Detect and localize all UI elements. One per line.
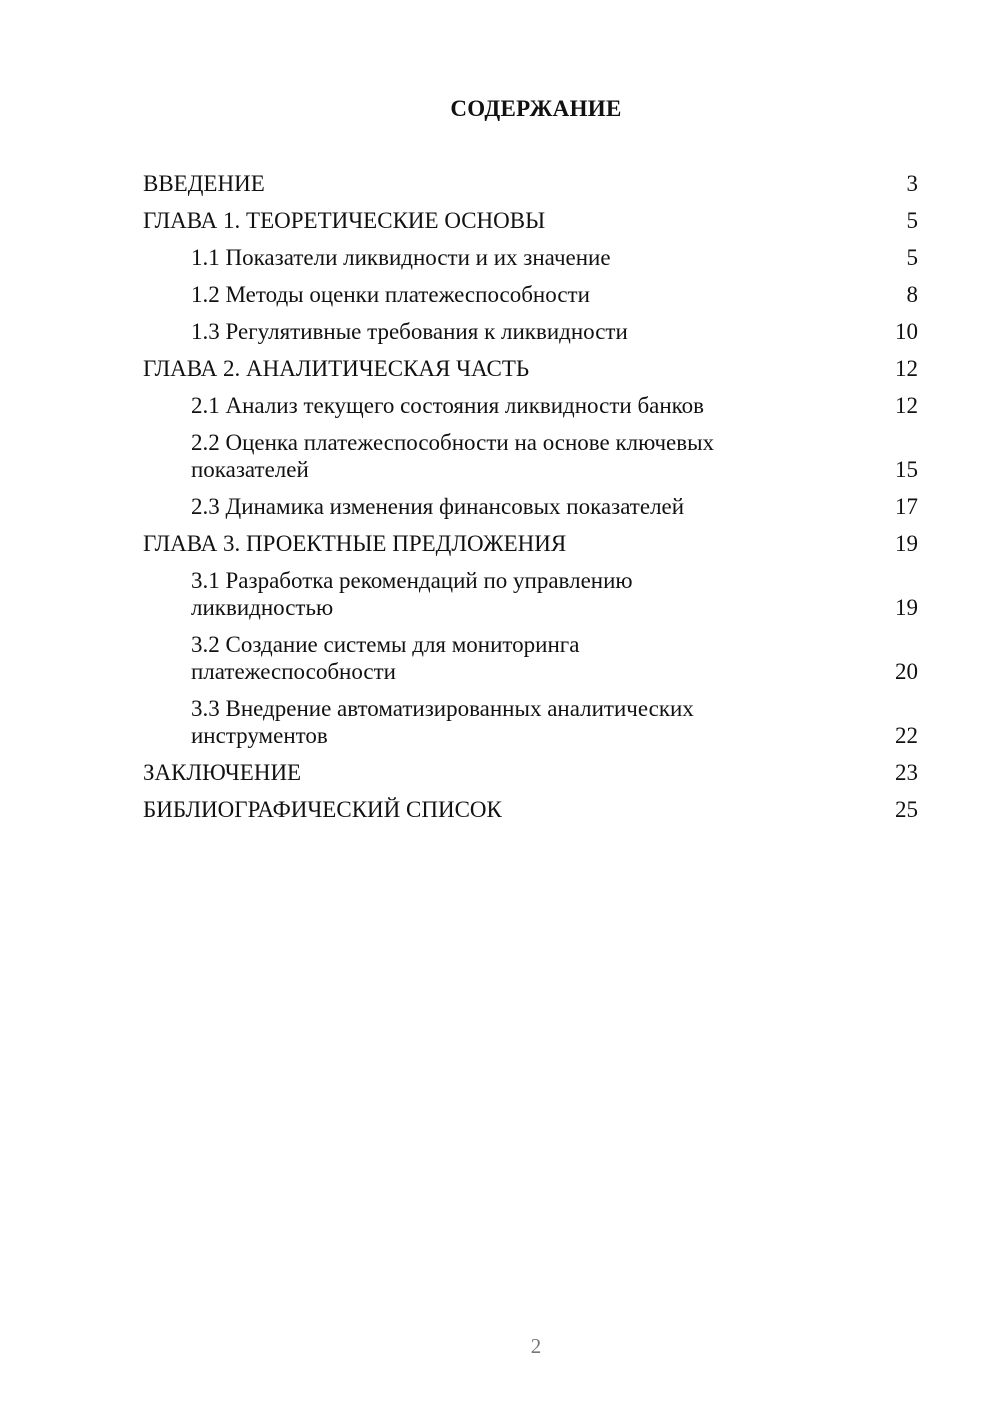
toc-entry-bibliography <box>143 796 918 823</box>
toc-entry-chapter-1 <box>143 207 918 234</box>
toc-entry-section-1-2 <box>143 281 918 308</box>
toc-entry-label: 2.1 Анализ текущего состояния ликвидности банков <box>191 393 705 418</box>
toc-entry-label: ВВЕДЕНИЕ <box>143 171 265 196</box>
toc-entry-section-1-3 <box>143 318 918 345</box>
toc-entry-label: 1.2 Методы оценки платежеспособности <box>191 282 590 307</box>
page-number: 2 <box>530 1334 542 1358</box>
toc-entry-label: ГЛАВА 2. АНАЛИТИЧЕСКАЯ ЧАСТЬ <box>143 356 530 381</box>
toc-entry-page: 12 <box>895 356 918 381</box>
table-of-contents <box>143 170 918 833</box>
toc-entry-section-2-3 <box>143 493 918 520</box>
toc-entry-page: 10 <box>895 319 918 344</box>
toc-entry-section-3-3 <box>143 695 918 749</box>
toc-entry-page: 25 <box>895 797 918 822</box>
toc-entry-label: ЗАКЛЮЧЕНИЕ <box>143 760 302 785</box>
toc-entry-label: БИБЛИОГРАФИЧЕСКИЙ СПИСОК <box>143 797 502 822</box>
toc-entry-page: 19 <box>895 595 918 620</box>
toc-entry-page: 8 <box>906 282 918 307</box>
toc-entry-chapter-2 <box>143 355 918 382</box>
toc-entry-label: 1.1 Показатели ликвидности и их значение <box>191 245 611 270</box>
toc-entry-label: 3.1 Разработка рекомендаций по управлению ликвидностью <box>191 568 633 620</box>
toc-entry-page: 22 <box>895 723 918 748</box>
toc-entry-section-1-1 <box>143 244 918 271</box>
toc-entry-label: ГЛАВА 3. ПРОЕКТНЫЕ ПРЕДЛОЖЕНИЯ <box>143 531 567 556</box>
toc-entry-conclusion <box>143 759 918 786</box>
toc-entry-label: 2.2 Оценка платежеспособности на основе ключевых показателей <box>191 430 715 482</box>
toc-entry-section-3-1 <box>143 567 918 621</box>
toc-entry-label: ГЛАВА 1. ТЕОРЕТИЧЕСКИЕ ОСНОВЫ <box>143 208 546 233</box>
toc-entry-section-2-1 <box>143 392 918 419</box>
toc-entry-page: 5 <box>906 208 918 233</box>
toc-entry-label: 3.3 Внедрение автоматизированных аналитических инструментов <box>191 696 694 748</box>
toc-entry-page: 15 <box>895 457 918 482</box>
toc-title: СОДЕРЖАНИЕ <box>450 96 622 121</box>
toc-entry-chapter-3 <box>143 530 918 557</box>
toc-entry-label: 3.2 Создание системы для мониторинга платежеспособности <box>191 632 580 684</box>
toc-entry-section-3-2 <box>143 631 918 685</box>
toc-entry-introduction <box>143 170 918 197</box>
toc-entry-page: 3 <box>906 171 918 196</box>
toc-entry-page: 17 <box>895 494 918 519</box>
toc-entry-section-2-2 <box>143 429 918 483</box>
toc-entry-page: 23 <box>895 760 918 785</box>
toc-entry-label: 1.3 Регулятивные требования к ликвидности <box>191 319 628 344</box>
toc-entry-page: 19 <box>895 531 918 556</box>
toc-entry-label: 2.3 Динамика изменения финансовых показателей <box>191 494 685 519</box>
toc-entry-page: 12 <box>895 393 918 418</box>
toc-entry-page: 5 <box>906 245 918 270</box>
toc-entry-page: 20 <box>895 659 918 684</box>
